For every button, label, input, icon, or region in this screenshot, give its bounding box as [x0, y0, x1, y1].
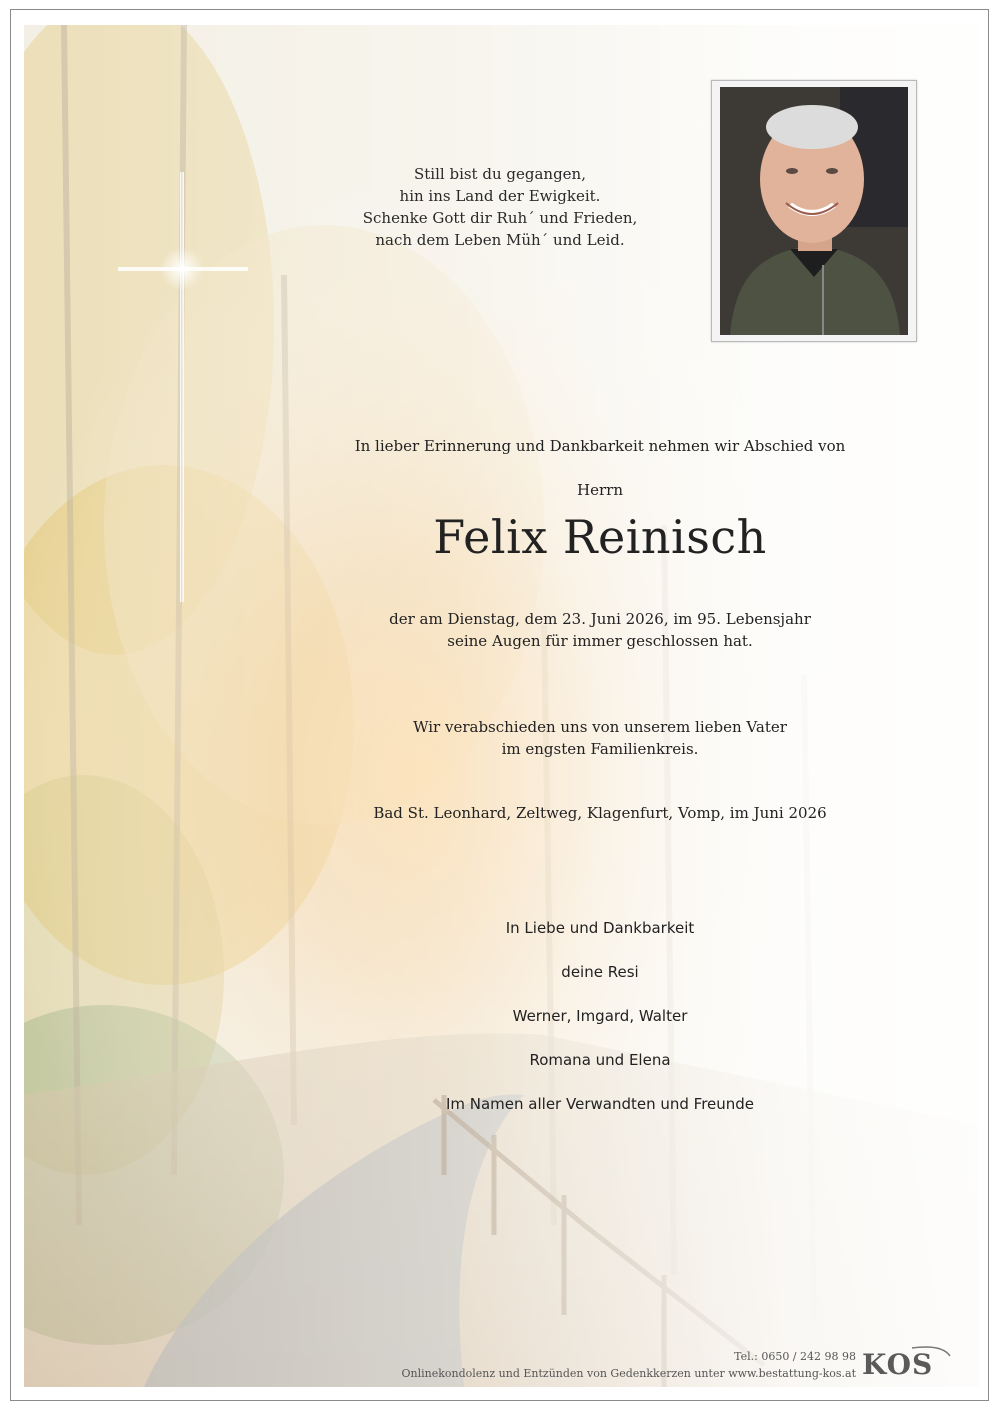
farewell-line: Wir verabschieden uns von unserem lieben Vater — [413, 718, 787, 736]
farewell-line: im engsten Familienkreis. — [501, 740, 699, 758]
poem-line: Still bist du gegangen, — [414, 165, 586, 183]
funeral-home-phone: Tel.: 0650 / 242 98 98 — [734, 1350, 856, 1363]
cross-icon — [118, 172, 248, 602]
death-line: seine Augen für immer geschlossen hat. — [447, 632, 753, 650]
farewell-notice — [300, 716, 900, 760]
poem-line: nach dem Leben Müh´ und Leid. — [375, 231, 625, 249]
mourner-line: deine Resi — [561, 963, 639, 981]
mourner-line: Romana und Elena — [529, 1051, 671, 1069]
poem-line: Schenke Gott dir Ruh´ und Frieden, — [362, 209, 638, 227]
death-line: der am Dienstag, dem 23. Juni 2026, im 95. Lebensjahr — [389, 610, 811, 628]
deceased-name: Felix Reinisch — [433, 510, 767, 564]
poem — [330, 163, 670, 251]
salutation: Herrn — [577, 481, 623, 499]
poem-line: hin ins Land der Ewigkeit. — [399, 187, 601, 205]
mourner-line: In Liebe und Dankbarkeit — [505, 919, 695, 937]
portrait-frame — [711, 80, 917, 342]
place-and-date: Bad St. Leonhard, Zeltweg, Klagenfurt, Vomp, im Juni 2026 — [373, 804, 827, 822]
mourner-line: Im Namen aller Verwandten und Freunde — [445, 1095, 755, 1113]
intro-text: In lieber Erinnerung und Dankbarkeit nehmen wir Abschied von — [354, 437, 846, 455]
kos-logo — [862, 1344, 952, 1384]
mourner-line: Werner, Imgard, Walter — [512, 1007, 688, 1025]
mourners-list — [300, 916, 900, 1136]
portrait-photo — [720, 87, 908, 335]
logo-text: KOS — [862, 1348, 934, 1381]
condolence-link-text: Onlinekondolenz und Entzünden von Gedenkkerzen unter www.bestattung-kos.at — [401, 1367, 856, 1380]
death-notice — [300, 608, 900, 652]
